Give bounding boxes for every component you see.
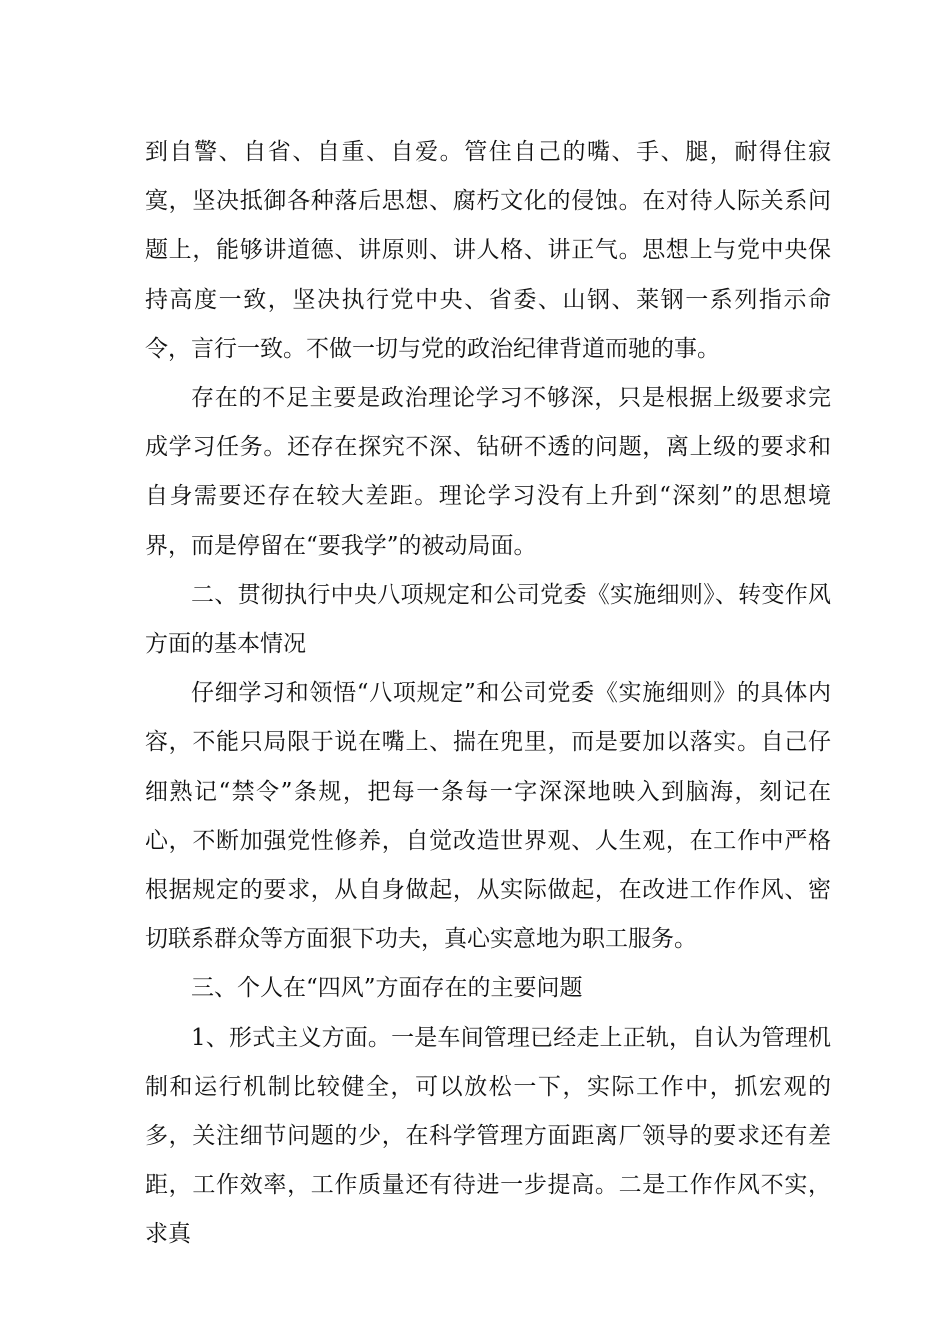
paragraph-continuation: 到自警、自省、自重、自爱。管住自己的嘴、手、腿，耐得住寂寞，坚决抵御各种落后思想、腐朽文化的侵蚀。在对待人际关系问题上，能够讲道德、讲原则、讲人格、讲正气。思想上与党中央保持高度一致，坚决执行党中央、省委、山钢、莱钢一系列指示命令，言行一致。不做一切与党的政治纪律背道而驰的事。: [145, 139, 831, 362]
section-heading-two: 二、贯彻执行中央八项规定和公司党委《实施细则》、转变作风方面的基本情况: [145, 581, 831, 658]
section-heading-three: 三、个人在“四风”方面存在的主要问题: [191, 975, 583, 1002]
paragraph-formalism: 1、形式主义方面。一是车间管理已经走上正轨，自认为管理机制和运行机制比较健全，可以放松一下，实际工作中，抓宏观的多，关注细节问题的少，在科学管理方面距离厂领导的要求还有差距，工作效率，工作质量还有待进一步提高。二是工作作风不实，求真: [145, 1024, 831, 1248]
paragraph-shortcomings: 存在的不足主要是政治理论学习不够深，只是根据上级要求完成学习任务。还存在探究不深、钻研不透的问题，离上级的要求和自身需要还存在较大差距。理论学习没有上升到“深刻”的思想境界，而是停留在“要我学”的被动局面。: [145, 385, 831, 559]
document-body: [145, 128, 831, 1260]
paragraph-eight-rules: 仔细学习和领悟“八项规定”和公司党委《实施细则》的具体内容，不能只局限于说在嘴上、揣在兜里，而是要加以落实。自己仔细熟记“禁令”条规，把每一条每一字深深地映入到脑海，刻记在心，不断加强党性修养，自觉改造世界观、人生观，在工作中严格根据规定的要求，从自身做起，从实际做起，在改进工作作风、密切联系群众等方面狠下功夫，真心实意地为职工服务。: [145, 680, 831, 953]
